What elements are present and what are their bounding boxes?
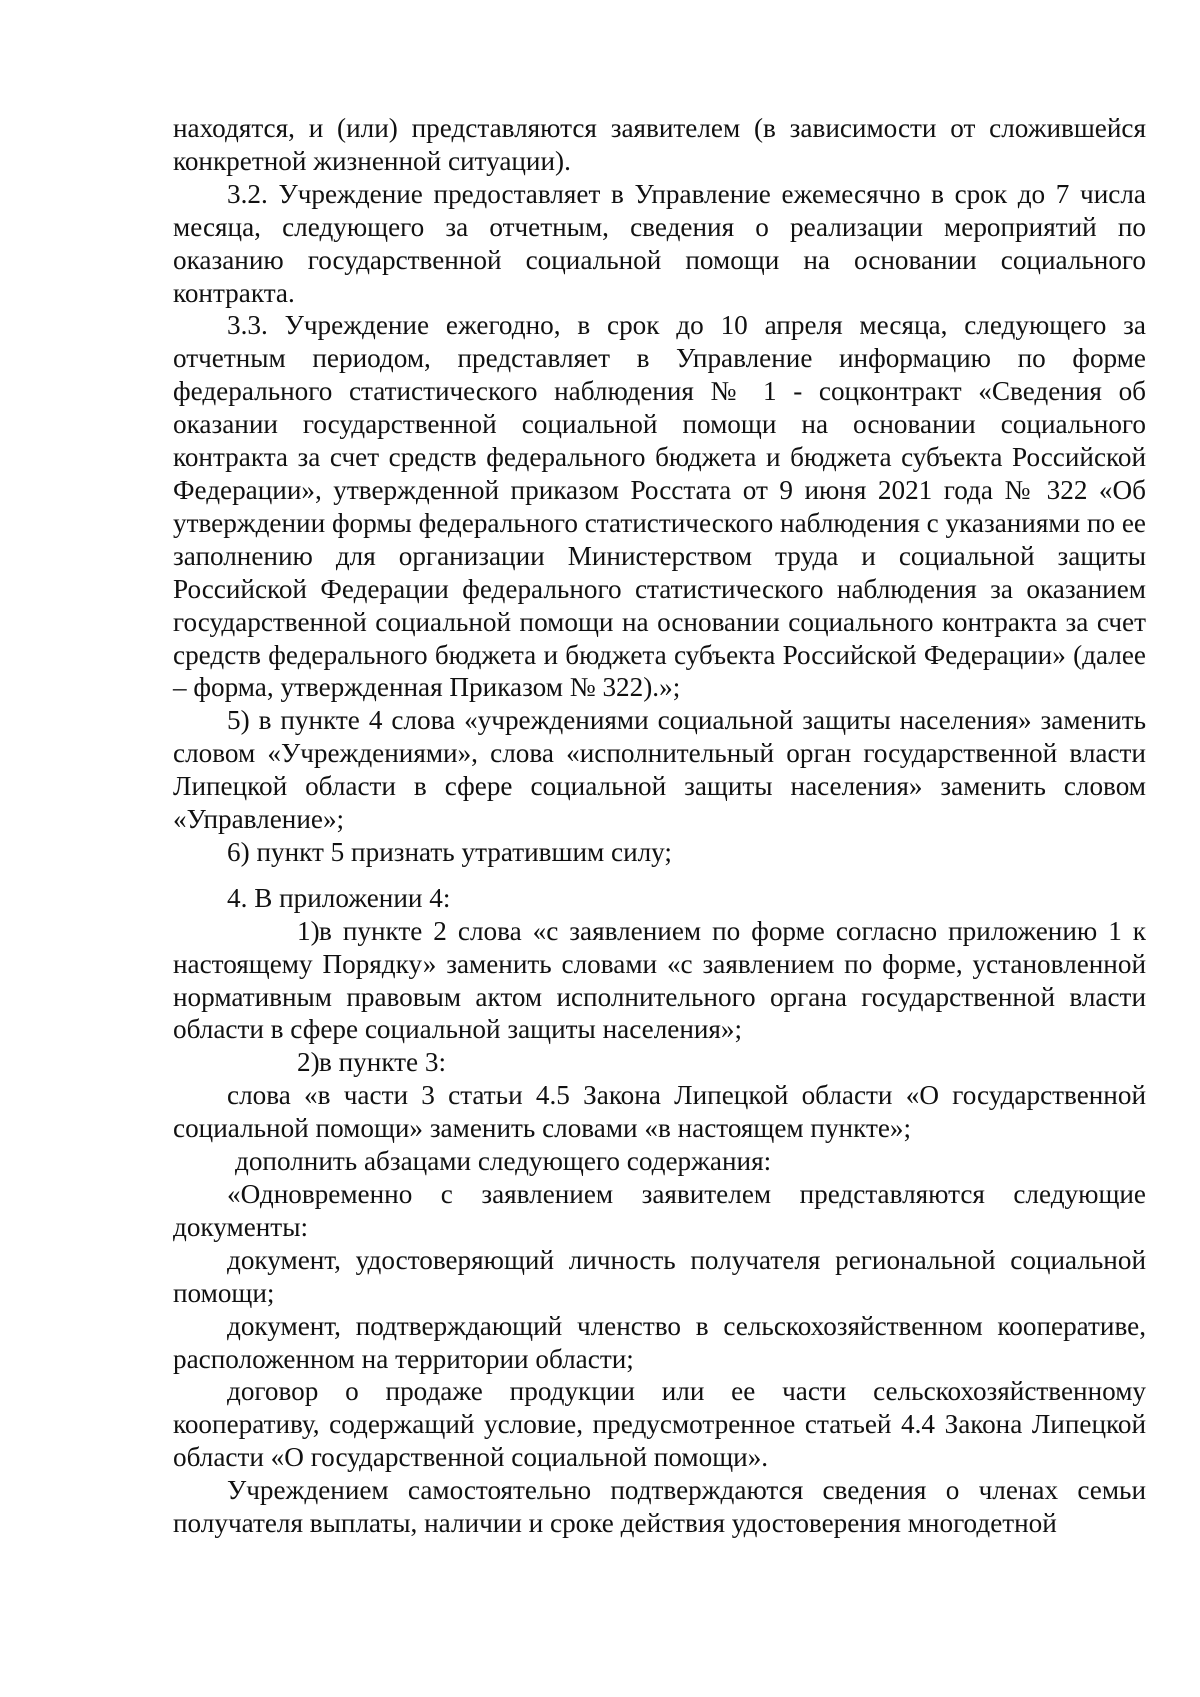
paragraph-documents-intro: «Одновременно с заявлением заявителем представляются следующие документы: bbox=[173, 1179, 1146, 1242]
paragraph-document-membership: документ, подтверждающий членство в сельскохозяйственном кооперативе, расположенном на территории области; bbox=[173, 1310, 1146, 1374]
paragraph-subitem-2 bbox=[173, 1046, 1146, 1079]
paragraph-3-2: 3.2. Учреждение предоставляет в Управление ежемесячно в срок до 7 числа месяца, следующего за отчетным, сведения о реализации мероприятий по оказанию государственной социальной помощи на основании социального контракта. bbox=[173, 178, 1146, 308]
paragraph-document-identity: документ, удостоверяющий личность получателя региональной социальной помощи; bbox=[173, 1244, 1146, 1308]
paragraph-words-replace: слова «в части 3 статьи 4.5 Закона Липецкой области «О государственной социальной помощи» заменить словами «в настоящем пункте»; bbox=[173, 1080, 1146, 1144]
paragraph-institution-confirms: Учреждением самостоятельно подтверждаются сведения о членах семьи получателя выплаты, наличии и сроке действия удостоверения многодетной bbox=[173, 1475, 1146, 1539]
paragraph-3-3: 3.3. Учреждение ежегодно, в срок до 10 апреля месяца, следующего за отчетным периодом, представляет в Управление информацию по форме федерального статистического наблюдения № 1 - соцконтракт «Сведения об оказании государственной социальной помощи на основании социального контракта за счет средств федерального бюджета и бюджета субъекта Российской Федерации», утвержденной приказом Росстата от 9 июня 2021 года № 322 «Об утверждении формы федерального статистического наблюдения с указаниями по ее заполнению для организации Министерством труда и социальной защиты Российской Федерации федерального статистического наблюдения за оказанием государственной социальной помощи на основании социального контракта за счет средств федерального бюджета и бюджета субъекта Российской Федерации» (далее – форма, утвержденная Приказом № 322).»; bbox=[173, 310, 1146, 703]
paragraph-item-6: 6) пункт 5 признать утратившим силу; bbox=[227, 836, 672, 867]
subitem-number: 1) bbox=[297, 915, 320, 946]
subitem-text: в пункте 3: bbox=[319, 1047, 447, 1078]
paragraph-appendix-4: 4. В приложении 4: bbox=[227, 882, 451, 913]
paragraph-document-contract: договор о продаже продукции или ее части сельскохозяйственному кооперативу, содержащий условие, предусмотренное статьей 4.4 Закона Липецкой области «О государственной социальной помощи». bbox=[173, 1376, 1146, 1473]
paragraph-subitem-1 bbox=[173, 915, 1146, 1047]
subitem-number: 2) bbox=[297, 1047, 320, 1078]
paragraph-continuation: находятся, и (или) представляются заявителем (в зависимости от сложившейся конкретной жизненной ситуации). bbox=[173, 113, 1146, 176]
document-page bbox=[173, 112, 1146, 1540]
subitem-text: в пункте 2 слова «с заявлением по форме согласно приложению 1 к настоящему Порядку» заменить словами «с заявлением по форме, установленной нормативным правовым актом исполнительного органа государственной власти области в сфере социальной защиты населения»; bbox=[173, 915, 1146, 1045]
paragraph-item-5: 5) в пункте 4 слова «учреждениями социальной защиты населения» заменить словом «Учреждениями», слова «исполнительный орган государственной власти Липецкой области в сфере социальной защиты населения» заменить словом «Управление»; bbox=[173, 705, 1146, 835]
paragraph-supplement: дополнить абзацами следующего содержания: bbox=[235, 1146, 772, 1177]
